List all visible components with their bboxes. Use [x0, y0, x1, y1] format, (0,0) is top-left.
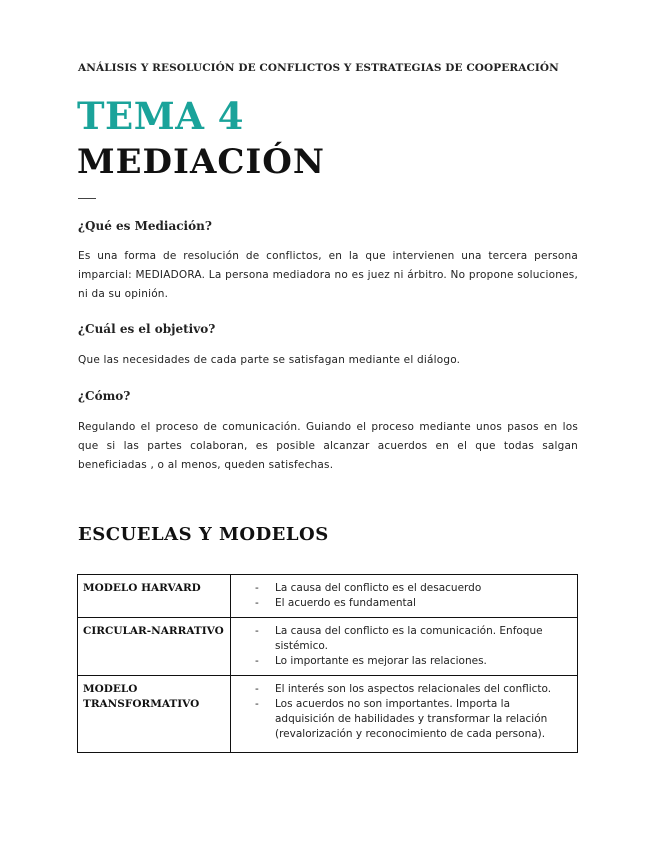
section-heading-que-es: ¿Qué es Mediación? — [78, 219, 212, 233]
model-name: MODELO HARVARD — [78, 575, 231, 618]
model-description — [231, 618, 578, 676]
table-row — [78, 618, 578, 676]
model-points-list — [253, 682, 569, 742]
model-name: CIRCULAR-NARRATIVO — [78, 618, 231, 676]
course-title: ANÁLISIS Y RESOLUCIÓN DE CONFLICTOS Y ESTRATEGIAS DE COOPERACIÓN — [78, 62, 559, 74]
tema-number: TEMA 4 — [77, 94, 245, 138]
table-row — [78, 676, 578, 753]
model-name: MODELO TRANSFORMATIVO — [78, 676, 231, 753]
models-section-heading: ESCUELAS Y MODELOS — [78, 524, 329, 545]
list-item: - La causa del conflicto es el desacuerdo — [253, 581, 569, 596]
model-description — [231, 676, 578, 753]
list-item: - Lo importante es mejorar las relaciones. — [253, 654, 569, 669]
list-item: - La causa del conflicto es la comunicación. Enfoque sistémico. — [253, 624, 569, 654]
section-body-objetivo: Que las necesidades de cada parte se satisfagan mediante el diálogo. — [78, 354, 461, 366]
model-description — [231, 575, 578, 618]
list-item: - El interés son los aspectos relacionales del conflicto. — [253, 682, 569, 697]
page-title: MEDIACIÓN — [77, 142, 325, 182]
model-points-list — [253, 581, 569, 611]
section-heading-objetivo: ¿Cuál es el objetivo? — [78, 322, 216, 336]
list-item: - El acuerdo es fundamental — [253, 596, 569, 611]
list-item: - Los acuerdos no son importantes. Importa la adquisición de habilidades y transformar la relación (revalorización y reconocimiento de cada persona). — [253, 697, 569, 742]
model-points-list — [253, 624, 569, 669]
title-underline-divider — [78, 198, 96, 199]
section-body-que-es: Es una forma de resolución de conflictos, en la que intervienen una tercera persona imparcial: MEDIADORA. La persona mediadora no es juez ni árbitro. No propone soluciones, ni da su opinión. — [78, 250, 578, 300]
models-table — [77, 574, 578, 753]
section-body-como: Regulando el proceso de comunicación. Guiando el proceso mediante unos pasos en los que si las partes colaboran, es posible alcanzar acuerdos en el que todas salgan beneficiadas , o al menos, queden satisfechas. — [78, 421, 578, 471]
section-heading-como: ¿Cómo? — [78, 389, 131, 403]
table-row — [78, 575, 578, 618]
